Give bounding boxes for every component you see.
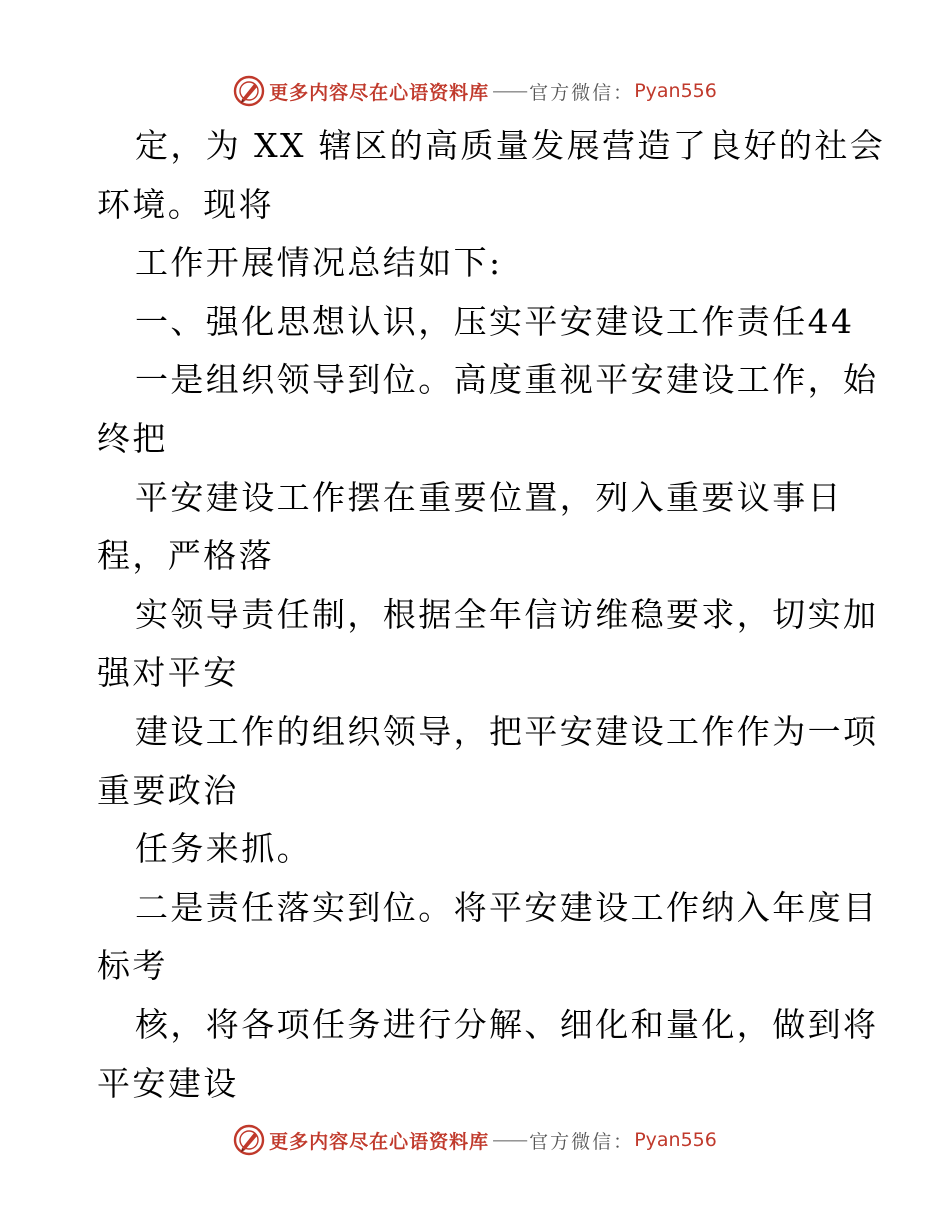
body-line: 强对平安 — [97, 653, 239, 693]
wechat-id: Pyan556 — [634, 1129, 717, 1151]
banner-dash: —— — [492, 1129, 527, 1151]
body-line: 标考 — [97, 946, 168, 986]
body-line: 工作开展情况总结如下: — [135, 243, 503, 283]
pen-logo-icon — [233, 1124, 265, 1156]
body-line: 重要政治 — [97, 770, 239, 810]
footer-banner — [0, 1120, 950, 1160]
header-banner — [0, 71, 950, 111]
body-line: 环境。现将 — [97, 184, 274, 224]
site-name: 更多内容尽在心语资料库 — [269, 81, 490, 104]
section-heading: 一、强化思想认识，压实平安建设工作责任44 — [135, 301, 855, 341]
body-line: 建设工作的组织领导，把平安建设工作作为一项 — [135, 711, 879, 751]
body-line: 二是责任落实到位。将平安建设工作纳入年度目 — [135, 887, 879, 927]
wechat-id: Pyan556 — [634, 80, 717, 102]
body-line: 任务来抓。 — [135, 829, 312, 869]
wechat-label: 官方微信： — [529, 1130, 635, 1153]
body-line: 核，将各项任务进行分解、细化和量化，做到将 — [135, 1004, 879, 1044]
pen-logo-icon — [233, 75, 265, 107]
body-line: 一是组织领导到位。高度重视平安建设工作，始 — [135, 360, 879, 400]
body-line: 终把 — [97, 418, 168, 458]
banner-dash: —— — [492, 80, 527, 102]
document-body — [97, 117, 886, 1113]
wechat-label: 官方微信： — [529, 81, 635, 104]
body-line: 平安建设工作摆在重要位置，列入重要议事日 — [135, 477, 843, 517]
site-name: 更多内容尽在心语资料库 — [269, 1130, 490, 1153]
body-line: 实领导责任制，根据全年信访维稳要求，切实加 — [135, 594, 879, 634]
body-line: 定，为 XX 辖区的高质量发展营造了良好的社会 — [135, 126, 886, 165]
body-line: 程，严格落 — [97, 536, 274, 576]
body-line: 平安建设 — [97, 1063, 239, 1103]
